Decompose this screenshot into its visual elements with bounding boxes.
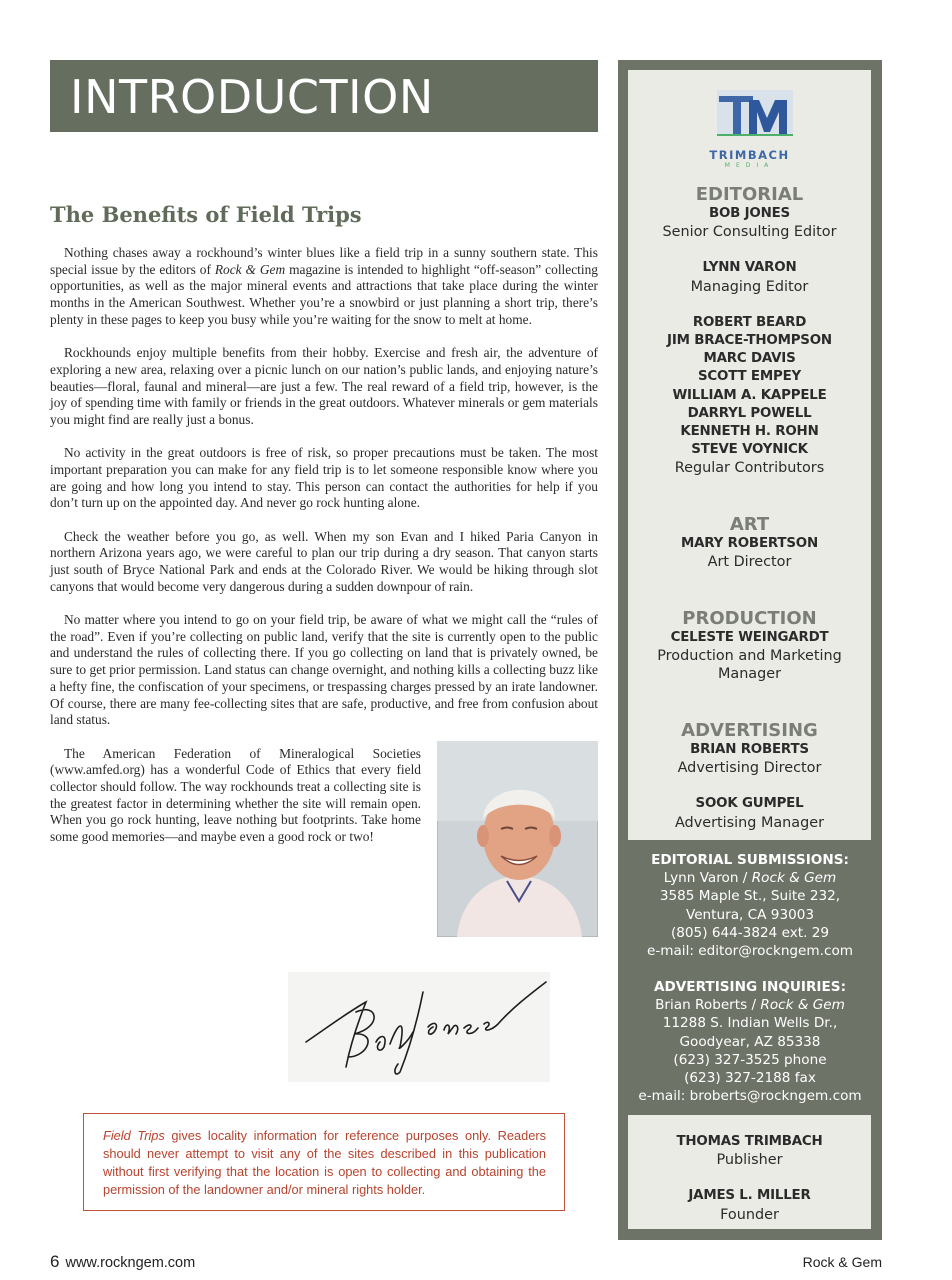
staff-role: Manager bbox=[717, 666, 782, 683]
staff-role: Founder bbox=[720, 1206, 779, 1223]
advertising-inquiries bbox=[618, 978, 882, 1105]
article-paragraph: The American Federation of Mineralogical Societies (www.amfed.org) has a wonderful Code of Ethics that every field collector should follow. The way rockhounds treat a collecting site is the greatest factor in determining whether the site will remain open. When you go rock hunting, leave nothing but footprints. Take home some good memories—and maybe even a good rock or two! bbox=[50, 745, 421, 845]
masthead-staff-panel bbox=[628, 70, 871, 840]
address-line: 3585 Maple St., Suite 232, bbox=[659, 888, 841, 905]
advertising-heading: ADVERTISING bbox=[681, 720, 818, 741]
inquiries-contact bbox=[618, 996, 882, 1014]
contributor-name: STEVE VOYNICK bbox=[691, 442, 808, 458]
submissions-contact bbox=[618, 869, 882, 887]
contact-name: Lynn Varon / bbox=[663, 870, 752, 887]
logo-name: TRIMBACH bbox=[709, 148, 790, 162]
staff-role: Regular Contributors bbox=[674, 460, 825, 477]
magazine-name: Rock & Gem bbox=[214, 261, 286, 277]
submissions-heading: EDITORIAL SUBMISSIONS: bbox=[651, 852, 849, 868]
contributor-name: WILLIAM A. KAPPELE bbox=[672, 387, 827, 403]
staff-name: BOB JONES bbox=[708, 206, 791, 221]
staff-name: THOMAS TRIMBACH bbox=[676, 1134, 823, 1149]
phone: (805) 644-3824 ext. 29 bbox=[670, 924, 830, 941]
staff-name: BRIAN ROBERTS bbox=[690, 742, 809, 757]
editorial-section bbox=[628, 185, 871, 478]
inquiries-heading: ADVERTISING INQUIRIES: bbox=[653, 979, 847, 995]
footer-magazine: Rock & Gem bbox=[802, 1254, 882, 1270]
magazine-name: Rock & Gem bbox=[760, 997, 845, 1014]
contributor-name: JIM BRACE-THOMPSON bbox=[667, 333, 832, 349]
contact-name: Brian Roberts / bbox=[655, 997, 761, 1014]
footer-url[interactable]: www.rockngem.com bbox=[65, 1255, 196, 1271]
staff-role: Art Director bbox=[707, 554, 792, 571]
staff-role: Publisher bbox=[716, 1152, 783, 1169]
article-paragraph: No activity in the great outdoors is free of risk, so proper precautions must be taken. The most important preparation you can make for any field trip is to let someone responsible know where you are going and how long you intend to stay. This person can contact the authorities for help if you don’t turn up on the appointed day. And never go rock hunting alone. bbox=[50, 445, 598, 511]
masthead-sidebar bbox=[618, 60, 882, 1240]
masthead-publisher-panel bbox=[628, 1115, 871, 1229]
staff-role: Managing Editor bbox=[690, 278, 809, 295]
footer-left bbox=[50, 1252, 195, 1272]
author-photo bbox=[437, 741, 598, 937]
header-banner bbox=[50, 60, 598, 132]
address-line: 11288 S. Indian Wells Dr., bbox=[662, 1015, 838, 1032]
page-number: 6 bbox=[50, 1252, 60, 1271]
article-paragraph bbox=[50, 612, 598, 729]
editorial-submissions bbox=[618, 851, 882, 960]
paragraph-text: No matter where you intend to go on your field trip, be aware of what we might call the “rules of the road”. Even if you’re collecting on public land, verify that the site is currently open to the public and understand the rules of collecting there. If you go collecting on land that is privately owned, be sure to get prior permission. Land status can change overnight, and nothing kills a collecting buzz like a hefty fine, the confiscation of your specimens, or trespassing charges pressed by an irate landowner. Of course, there are many fee-collecting sites that are safe, productive, and free from confusion about land status. bbox=[50, 612, 598, 728]
email-link[interactable]: e-mail: broberts@rockngem.com bbox=[638, 1088, 862, 1105]
art-section bbox=[628, 515, 871, 571]
staff-name: JAMES L. MILLER bbox=[688, 1188, 811, 1204]
advertising-section bbox=[628, 721, 871, 832]
article-paragraph bbox=[50, 245, 598, 329]
staff-name: LYNN VARON bbox=[702, 260, 797, 276]
fax: (623) 327-2188 fax bbox=[684, 1070, 816, 1087]
staff-name: CELESTE WEINGARDT bbox=[670, 630, 829, 645]
contributor-name: SCOTT EMPEY bbox=[697, 369, 802, 385]
publisher-block bbox=[628, 1133, 871, 1224]
production-section bbox=[628, 609, 871, 684]
staff-role: Senior Consulting Editor bbox=[662, 224, 837, 241]
article-paragraph: Check the weather before you go, as well. When my son Evan and I hiked Paria Canyon in northern Arizona years ago, we were careful to plan our trip during a dry season. That canyon starts just south of Bryce National Park and ends at the Colorado River. We would be hiking through slot canyons that would become very dangerous during a sudden downpour of rain. bbox=[50, 528, 598, 594]
disclaimer-box bbox=[83, 1113, 565, 1211]
email-link[interactable]: e-mail: editor@rockngem.com bbox=[646, 943, 854, 960]
article-title: The Benefits of Field Trips bbox=[50, 202, 362, 227]
magazine-name: Rock & Gem bbox=[751, 870, 837, 887]
contributor-name: MARC DAVIS bbox=[703, 351, 796, 367]
logo-sub: MEDIA bbox=[724, 162, 775, 169]
contributor-name: ROBERT BEARD bbox=[692, 314, 807, 330]
phone: (623) 327-3525 phone bbox=[673, 1051, 827, 1068]
production-heading: PRODUCTION bbox=[682, 608, 817, 629]
staff-name: SOOK GUMPEL bbox=[695, 796, 804, 812]
art-heading: ART bbox=[729, 514, 770, 535]
address-line: Goodyear, AZ 85338 bbox=[679, 1033, 821, 1050]
signature bbox=[288, 972, 550, 1082]
disclaimer-publication: Field Trips bbox=[103, 1128, 165, 1143]
paragraph-text: Nothing chases away a rockhound’s winter blues like a field trip in a sunny southern state. This special issue by the editors of bbox=[50, 245, 598, 277]
staff-role: Production and Marketing bbox=[657, 648, 842, 665]
page-title: INTRODUCTION bbox=[70, 70, 434, 124]
contributor-name: KENNETH H. ROHN bbox=[680, 424, 819, 440]
paragraph-text: magazine is intended to highlight “off-season” collecting opportunities, as well as the major mineral events and attractions that take place during the winter months in the American Southwest. Whether you’re a snowbird or just planning a short trip, there’s plenty in these pages to keep you busy while you’re waiting for the snow to melt at home. bbox=[50, 261, 598, 327]
signature-image bbox=[288, 972, 550, 1082]
contributor-name: DARRYL POWELL bbox=[687, 405, 812, 421]
author-portrait-image bbox=[437, 741, 598, 937]
article-paragraph: Rockhounds enjoy multiple benefits from their hobby. Exercise and fresh air, the adventure of exploring a new area, relaxing over a picnic lunch on our nation’s public lands, and enjoying nature’s beauties—floral, faunal and mineral—are just a few. The real reward of a field trip, however, is the joy of spending time with family or friends in the great outdoors. Whatever minerals or gem materials you might find are really just a bonus. bbox=[50, 345, 598, 427]
disclaimer-text: gives locality information for reference purposes only. Readers should never attempt to visit any of the sites described in this publication without first verifying that the location is open to collecting and obtaining the permission of the landowner and/or mineral rights holder. bbox=[103, 1128, 547, 1198]
editorial-heading: EDITORIAL bbox=[695, 184, 804, 205]
staff-name: MARY ROBERTSON bbox=[681, 536, 818, 551]
staff-role: Advertising Manager bbox=[674, 814, 825, 831]
address-line: Ventura, CA 93003 bbox=[685, 906, 815, 923]
staff-role: Advertising Director bbox=[677, 760, 822, 777]
